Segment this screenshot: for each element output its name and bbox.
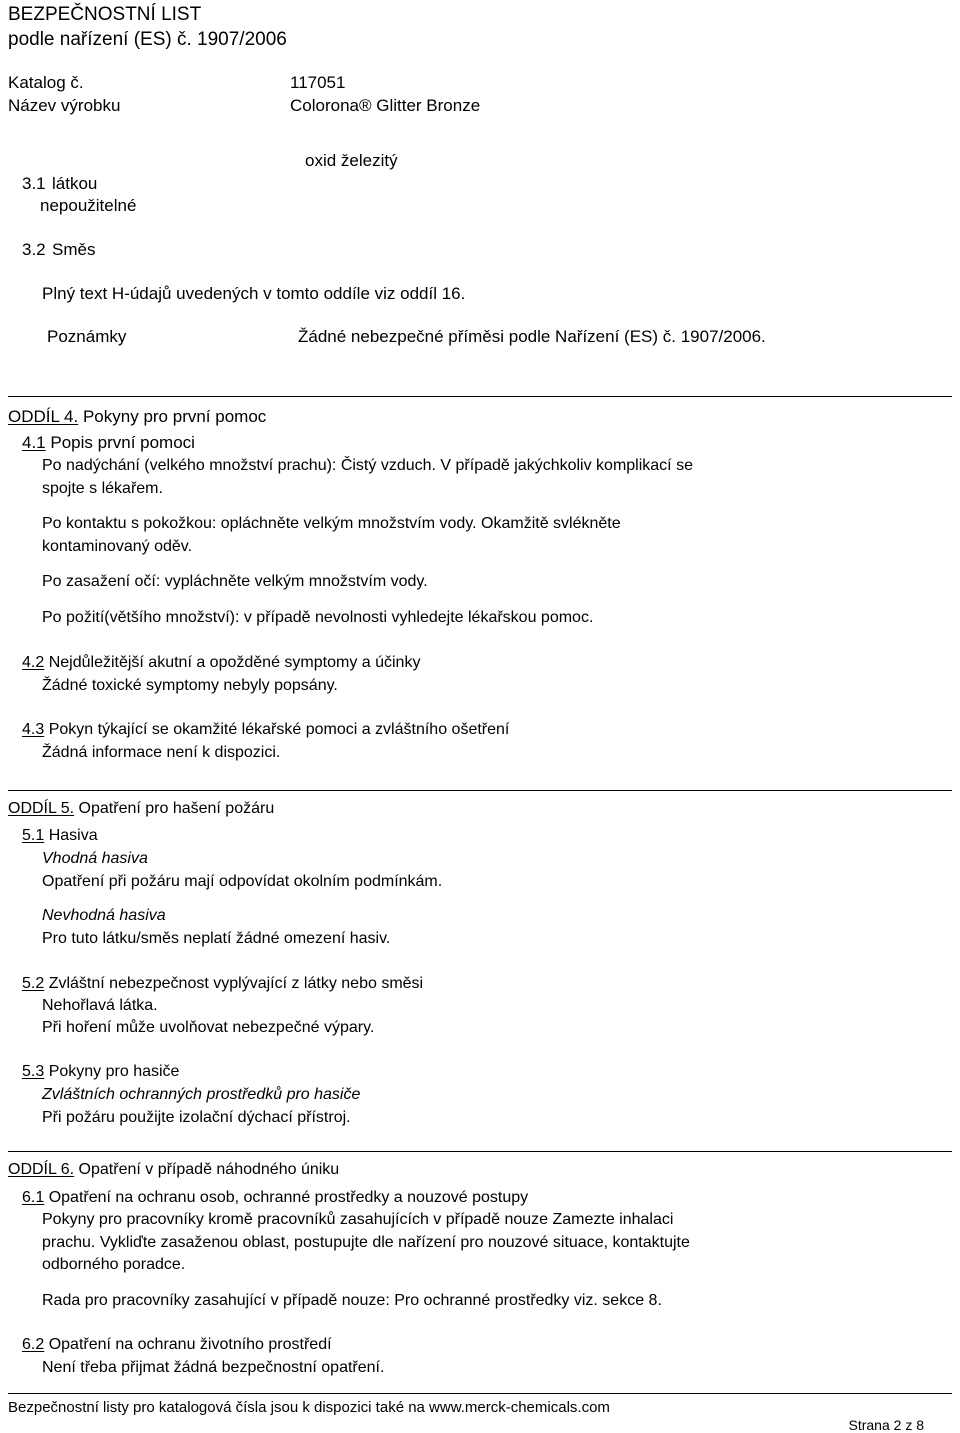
subsection-5-2-text1: Nehořlavá látka. <box>42 997 158 1014</box>
eye-contact-text: Po zasažení očí: vypláchněte velkým množstvím vody. <box>42 573 428 590</box>
section-4-heading <box>8 408 266 425</box>
subsection-4-3-text: Žádná informace není k dispozici. <box>42 744 281 761</box>
subsection-5-3-heading <box>22 1064 179 1080</box>
subsection-5-3-label: Zvláštních ochranných prostředků pro hasiče <box>42 1086 361 1103</box>
product-label: Název výrobku <box>8 96 121 115</box>
subsection-3-1-line2: nepoužitelné <box>40 196 137 215</box>
skin-contact-line2: kontaminovaný oděv. <box>42 538 193 555</box>
catalog-label: Katalog č. <box>8 73 84 92</box>
section-4-label: ODDÍL 4. <box>8 407 79 426</box>
subsection-4-2-number: 4.2 <box>22 654 45 671</box>
subsection-4-1-heading <box>22 434 195 451</box>
subsection-4-1-number: 4.1 <box>22 433 46 452</box>
subsection-5-3-text: Při požáru použijte izolační dýchací přístroj. <box>42 1109 351 1126</box>
subsection-5-2-text2: Při hoření může uvolňovat nebezpečné výpary. <box>42 1019 375 1036</box>
subsection-5-1-title: Hasiva <box>48 827 98 844</box>
subsection-4-2-title: Nejdůležitější akutní a opožděné symptomy a účinky <box>48 654 421 671</box>
inhalation-line1: Po nadýchání (velkého množství prachu): Čistý vzduch. V případě jakýchkoliv komplikací se <box>42 457 693 474</box>
subsection-5-3-title: Pokyny pro hasiče <box>48 1063 180 1080</box>
footer-divider <box>8 1393 952 1394</box>
product-name: Colorona® Glitter Bronze <box>290 96 481 115</box>
subsection-6-1-title: Opatření na ochranu osob, ochranné prostředky a nouzové postupy <box>48 1189 529 1206</box>
regulation-subtitle: podle nařízení (ES) č. 1907/2006 <box>8 29 287 50</box>
section-6-title: Opatření v případě náhodného úniku <box>78 1161 340 1178</box>
notes-label: Poznámky <box>47 327 127 346</box>
subsection-4-3-title: Pokyn týkající se okamžité lékařské pomoci a zvláštního ošetření <box>48 721 510 738</box>
subsection-6-2-title: Opatření na ochranu životního prostředí <box>48 1336 332 1353</box>
section-6-label: ODDÍL 6. <box>8 1161 75 1178</box>
subsection-4-3-number: 4.3 <box>22 721 45 738</box>
section-divider <box>8 396 952 397</box>
section-4-title: Pokyny pro první pomoc <box>82 407 267 426</box>
subsection-6-1-line1: Pokyny pro pracovníky kromě pracovníků zasahujících v případě nouze Zamezte inhalaci <box>42 1211 674 1228</box>
inhalation-line2: spojte s lékařem. <box>42 480 163 497</box>
subsection-5-2-heading <box>22 976 423 992</box>
skin-contact-line1: Po kontaktu s pokožkou: opláchněte velkým množstvím vody. Okamžitě svlékněte <box>42 515 621 532</box>
footer-note: Bezpečnostní listy pro katalogová čísla jsou k dispozici také na www.merck-chemicals.com <box>8 1399 610 1416</box>
notes-value: Žádné nebezpečné příměsi podle Nařízení (ES) č. 1907/2006. <box>298 327 766 346</box>
section-5-title: Opatření pro hašení požáru <box>78 800 275 817</box>
subsection-6-2-number: 6.2 <box>22 1336 45 1353</box>
section-5-heading <box>8 801 274 817</box>
subsection-4-2-heading <box>22 655 420 671</box>
subsection-5-1-number: 5.1 <box>22 827 45 844</box>
subsection-6-1-line2: prachu. Vykliďte zasaženou oblast, postupujte dle nařízení pro nouzové situace, kontaktujte <box>42 1234 690 1251</box>
subsection-6-1-line3: odborného poradce. <box>42 1256 186 1273</box>
ingestion-text: Po požití(většího množství): v případě nevolnosti vyhledejte lékařskou pomoc. <box>42 609 594 626</box>
subsection-3-2-title: Směs <box>52 240 96 259</box>
subsection-5-1-heading <box>22 828 98 844</box>
subsection-5-2-number: 5.2 <box>22 975 45 992</box>
subsection-6-1-number: 6.1 <box>22 1189 45 1206</box>
subsection-5-2-title: Zvláštní nebezpečnost vyplývající z látky nebo směsi <box>48 975 424 992</box>
subsection-5-3-number: 5.3 <box>22 1063 45 1080</box>
suitable-media-label: Vhodná hasiva <box>42 850 148 867</box>
subsection-3-1-line1: látkou <box>52 174 98 193</box>
suitable-media-text: Opatření při požáru mají odpovídat okolním podmínkám. <box>42 873 443 890</box>
substance-name: oxid železitý <box>305 151 398 170</box>
section-6-heading <box>8 1162 339 1178</box>
subsection-6-1-heading <box>22 1190 528 1206</box>
subsection-6-1-line4: Rada pro pracovníky zasahující v případě nouze: Pro ochranné prostředky viz. sekce 8. <box>42 1292 662 1309</box>
section-divider <box>8 790 952 791</box>
catalog-number: 117051 <box>290 73 346 92</box>
subsection-3-2-number: 3.2 <box>22 240 46 259</box>
document-title: BEZPEČNOSTNÍ LIST <box>8 4 202 25</box>
h-statements-note: Plný text H-údajů uvedených v tomto oddíle viz oddíl 16. <box>42 284 466 303</box>
subsection-4-1-title: Popis první pomoci <box>50 433 195 452</box>
subsection-4-2-text: Žádné toxické symptomy nebyly popsány. <box>42 677 338 694</box>
subsection-6-2-heading <box>22 1337 332 1353</box>
subsection-6-2-text: Není třeba přijmat žádná bezpečnostní opatření. <box>42 1359 385 1376</box>
subsection-4-3-heading <box>22 722 509 738</box>
section-5-label: ODDÍL 5. <box>8 800 75 817</box>
unsuitable-media-label: Nevhodná hasiva <box>42 907 166 924</box>
subsection-3-1-number: 3.1 <box>22 174 46 193</box>
unsuitable-media-text: Pro tuto látku/směs neplatí žádné omezení hasiv. <box>42 930 391 947</box>
section-divider <box>8 1151 952 1152</box>
page-number: Strana 2 z 8 <box>848 1417 924 1433</box>
